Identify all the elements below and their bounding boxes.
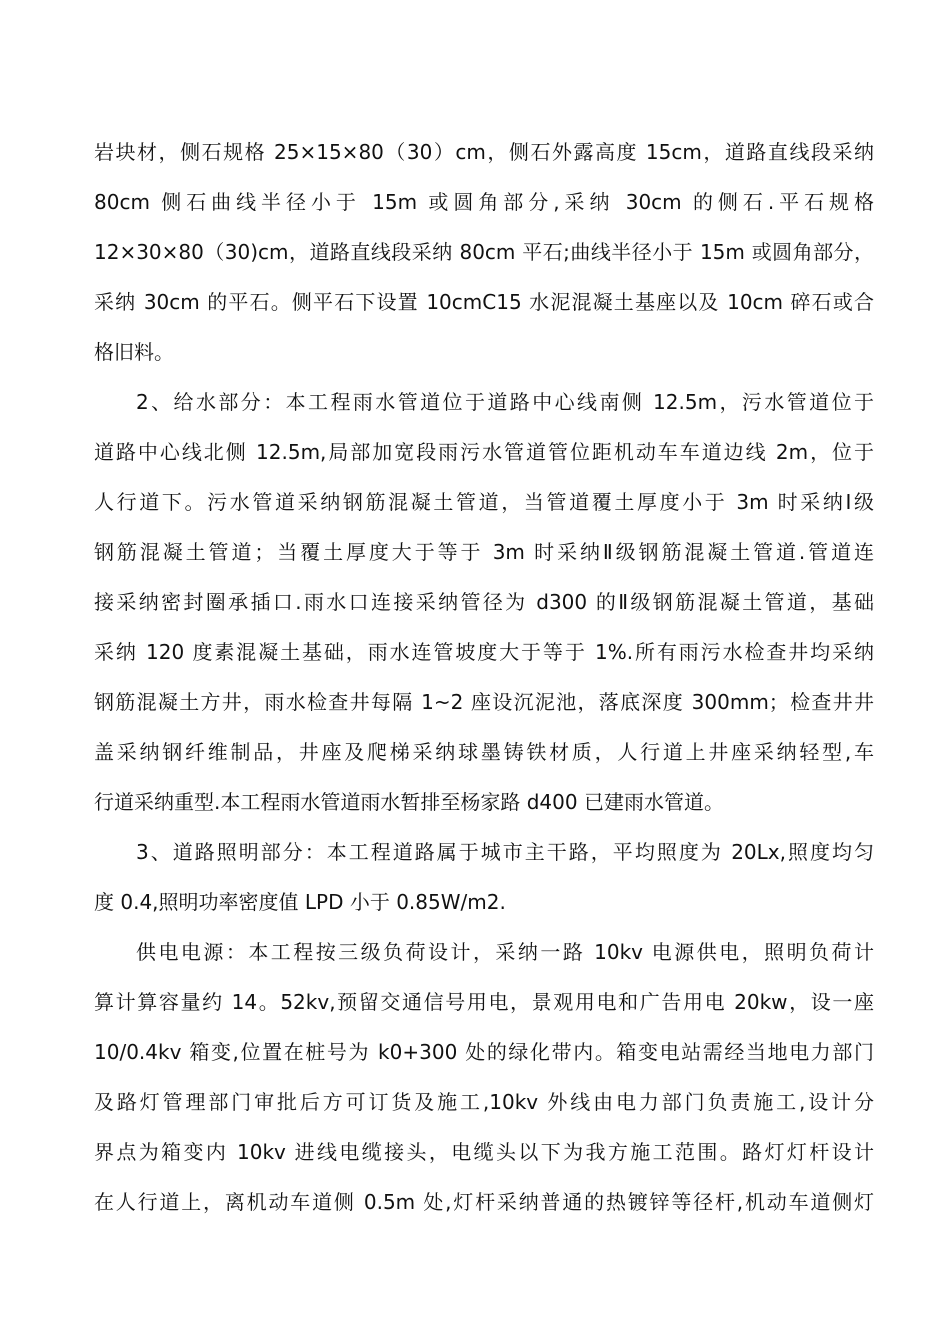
paragraph-line: 算计算容量约 14。52kv,预留交通信号用电，景观用电和广告用电 20kw，设一座 xyxy=(94,990,874,1014)
paragraph-line: 度 0.4,照明功率密度值 LPD 小于 0.85W/m2. xyxy=(94,890,506,914)
paragraph-line: 人行道下。污水管道采纳钢筋混凝土管道，当管道覆土厚度小于 3m 时采纳Ⅰ级 xyxy=(94,490,874,514)
paragraph-line: 岩块材，侧石规格 25×15×80（30）cm，侧石外露高度 15cm，道路直线段采纳 xyxy=(94,140,874,164)
paragraph-line: 格旧料。 xyxy=(94,340,174,364)
paragraph-line: 钢筋混凝土方井，雨水检查井每隔 1~2 座设沉泥池，落底深度 300mm；检查井井 xyxy=(94,690,874,714)
paragraph-line: 12×30×80（30)cm，道路直线段采纳 80cm 平石;曲线半径小于 15m 或圆角部分， xyxy=(94,240,874,264)
paragraph-line: 界点为箱变内 10kv 进线电缆接头，电缆头以下为我方施工范围。路灯灯杆设计 xyxy=(94,1140,874,1164)
paragraph-line: 3、道路照明部分：本工程道路属于城市主干路，平均照度为 20Lx,照度均匀 xyxy=(136,840,874,864)
paragraph-line: 钢筋混凝土管道；当覆土厚度大于等于 3m 时采纳Ⅱ级钢筋混凝土管道.管道连 xyxy=(94,540,874,564)
paragraph-line: 在人行道上，离机动车道侧 0.5m 处,灯杆采纳普通的热镀锌等径杆,机动车道侧灯 xyxy=(94,1190,874,1214)
paragraph-line: 盖采纳钢纤维制品，井座及爬梯采纳球墨铸铁材质，人行道上井座采纳轻型,车 xyxy=(94,740,874,764)
paragraph-line: 道路中心线北侧 12.5m,局部加宽段雨污水管道管位距机动车车道边线 2m，位于 xyxy=(94,440,874,464)
paragraph-line: 及路灯管理部门审批后方可订货及施工,10kv 外线由电力部门负责施工,设计分 xyxy=(94,1090,874,1114)
paragraph-line: 行道采纳重型.本工程雨水管道雨水暂排至杨家路 d400 已建雨水管道。 xyxy=(94,790,724,814)
paragraph-line: 接采纳密封圈承插口.雨水口连接采纳管径为 d300 的Ⅱ级钢筋混凝土管道，基础 xyxy=(94,590,874,614)
paragraph-line: 80cm 侧石曲线半径小于 15m 或圆角部分,采纳 30cm 的侧石.平石规格 xyxy=(94,190,874,214)
paragraph-line: 10/0.4kv 箱变,位置在桩号为 k0+300 处的绿化带内。箱变电站需经当地电力部门 xyxy=(94,1040,874,1064)
paragraph-line: 采纳 30cm 的平石。侧平石下设置 10cmC15 水泥混凝土基座以及 10cm 碎石或合 xyxy=(94,290,874,314)
paragraph-line: 采纳 120 度素混凝土基础，雨水连管坡度大于等于 1%.所有雨污水检查井均采纳 xyxy=(94,640,874,664)
paragraph-line: 2、给水部分：本工程雨水管道位于道路中心线南侧 12.5m，污水管道位于 xyxy=(136,390,874,414)
paragraph-line: 供电电源：本工程按三级负荷设计，采纳一路 10kv 电源供电，照明负荷计 xyxy=(136,940,874,964)
